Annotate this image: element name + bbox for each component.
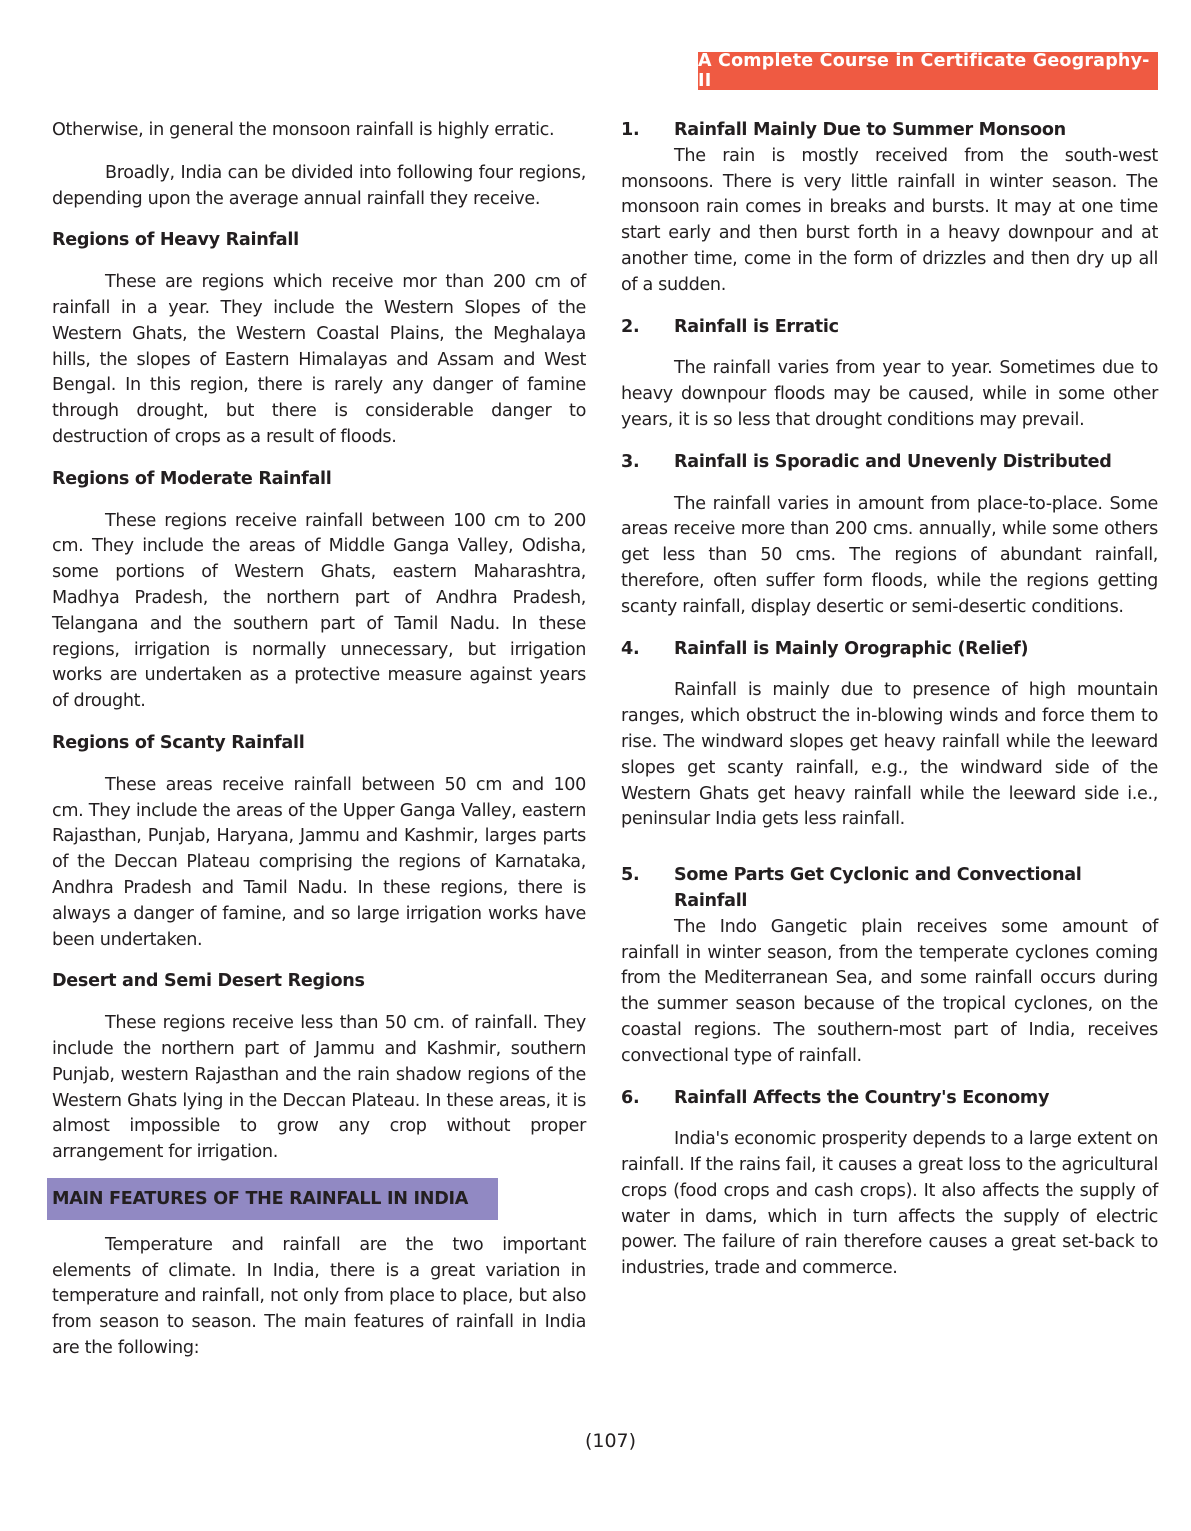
section-heading-scanty-rainfall: Regions of Scanty Rainfall bbox=[52, 732, 305, 753]
section-heading-moderate-rainfall: Regions of Moderate Rainfall bbox=[52, 468, 332, 489]
intro-paragraph: Broadly, India can be divided into following four regions, depending upon the average annual rainfall they receive. bbox=[52, 162, 586, 209]
feature-heading-3: 3. Rainfall is Sporadic and Unevenly Distributed bbox=[621, 451, 1112, 472]
book-title-banner: A Complete Course in Certificate Geography-II bbox=[698, 52, 1158, 90]
feature-body-5: The Indo Gangetic plain receives some amount of rainfall in winter season, from the temperate cyclones coming from the Mediterranean Sea, and some rainfall occurs during the summer season because of the tropical cyclones, on the coastal regions. The southern-most part of India, receives convectional type of rainfall. bbox=[621, 916, 1158, 1066]
feature-heading-5: 5. Some Parts Get Cyclonic and Convectional Rainfall bbox=[621, 865, 1082, 911]
main-features-banner: MAIN FEATURES OF THE RAINFALL IN INDIA bbox=[47, 1178, 498, 1220]
feature-body-4: Rainfall is mainly due to presence of high mountain ranges, which obstruct the in-blowing winds and force them to rise. The windward slopes get heavy rainfall while the leeward slopes get scanty rainfall, e.g., the windward side of the Western Ghats get heavy rainfall while the leeward side i.e., peninsular India gets less rainfall. bbox=[621, 680, 1158, 830]
feature-body-2: The rainfall varies from year to year. Sometimes due to heavy downpour floods may be caused, while in some other years, it is so less that drought conditions may prevail. bbox=[621, 358, 1158, 430]
feature-body-6: India's economic prosperity depends to a large extent on rainfall. If the rains fail, it causes a great loss to the agricultural crops (food crops and cash crops). It also affects the supply of water in dams, which in turn affects the supply of electric power. The failure of rain therefore causes a great set-back to industries, trade and commerce. bbox=[621, 1129, 1158, 1279]
intro-line: Otherwise, in general the monsoon rainfall is highly erratic. bbox=[52, 120, 555, 140]
feature-heading-6: 6. Rainfall Affects the Country's Economy bbox=[621, 1087, 1050, 1108]
feature-heading-1: 1. Rainfall Mainly Due to Summer Monsoon bbox=[621, 120, 1066, 140]
feature-body-3: The rainfall varies in amount from place-to-place. Some areas receive more than 200 cms. annually, while some others get less than 50 cms. The regions of abundant rainfall, therefore, often suffer form floods, while the regions getting scanty rainfall, display desertic or semi-desertic conditions. bbox=[621, 493, 1158, 617]
feature-heading-2: 2. Rainfall is Erratic bbox=[621, 316, 839, 337]
main-features-intro: Temperature and rainfall are the two important elements of climate. In India, there is a great variation in temperature and rainfall, not only from place to place, but also from season to season. The main features of rainfall in India are the following: bbox=[52, 1234, 586, 1359]
section-heading-desert-regions: Desert and Semi Desert Regions bbox=[52, 971, 365, 992]
section-body-moderate-rainfall: These regions receive rainfall between 100 cm to 200 cm. They include the areas of Middle Ganga Valley, Odisha, some portions of Western Ghats, eastern Maharashtra, Madhya Pradesh, the northern part of Andhra Pradesh, Telangana and the southern part of Tamil Nadu. In these regions, irrigation is normally unnecessary, but irrigation works are undertaken as a protective measure against years of drought. bbox=[52, 510, 586, 712]
section-heading-heavy-rainfall: Regions of Heavy Rainfall bbox=[52, 230, 299, 251]
right-column bbox=[621, 118, 1158, 1282]
page-number: (107) bbox=[584, 1430, 637, 1452]
section-body-heavy-rainfall: These are regions which receive mor than 200 cm of rainfall in a year. They include the Western Slopes of the Western Ghats, the Western Coastal Plains, the Meghalaya hills, the slopes of Eastern Himalayas and Assam and West Bengal. In this region, there is rarely any danger of famine through drought, but there is considerable danger to destruction of crops as a result of floods. bbox=[52, 272, 586, 447]
feature-body-1: The rain is mostly received from the south-west monsoons. There is very little rainfall in winter season. The monsoon rain comes in breaks and bursts. It may at one time start early and then burst forth in a heavy downpour and at another time, come in the form of drizzles and then dry up all of a sudden. bbox=[621, 145, 1158, 295]
feature-heading-4: 4. Rainfall is Mainly Orographic (Relief) bbox=[621, 638, 1029, 659]
section-body-scanty-rainfall: These areas receive rainfall between 50 cm and 100 cm. They include the areas of the Upper Ganga Valley, eastern Rajasthan, Punjab, Haryana, Jammu and Kashmir, larges parts of the Deccan Plateau comprising the regions of Karnataka, Andhra Pradesh and Tamil Nadu. In these regions, there is always a danger of famine, and so large irrigation works have been undertaken. bbox=[52, 774, 586, 950]
section-body-desert-regions: These regions receive less than 50 cm. of rainfall. They include the northern part of Jammu and Kashmir, southern Punjab, western Rajasthan and the rain shadow regions of the Western Ghats lying in the Deccan Plateau. In these areas, it is almost impossible to grow any crop without proper arrangement for irrigation. bbox=[52, 1013, 586, 1163]
left-column bbox=[52, 118, 586, 1362]
